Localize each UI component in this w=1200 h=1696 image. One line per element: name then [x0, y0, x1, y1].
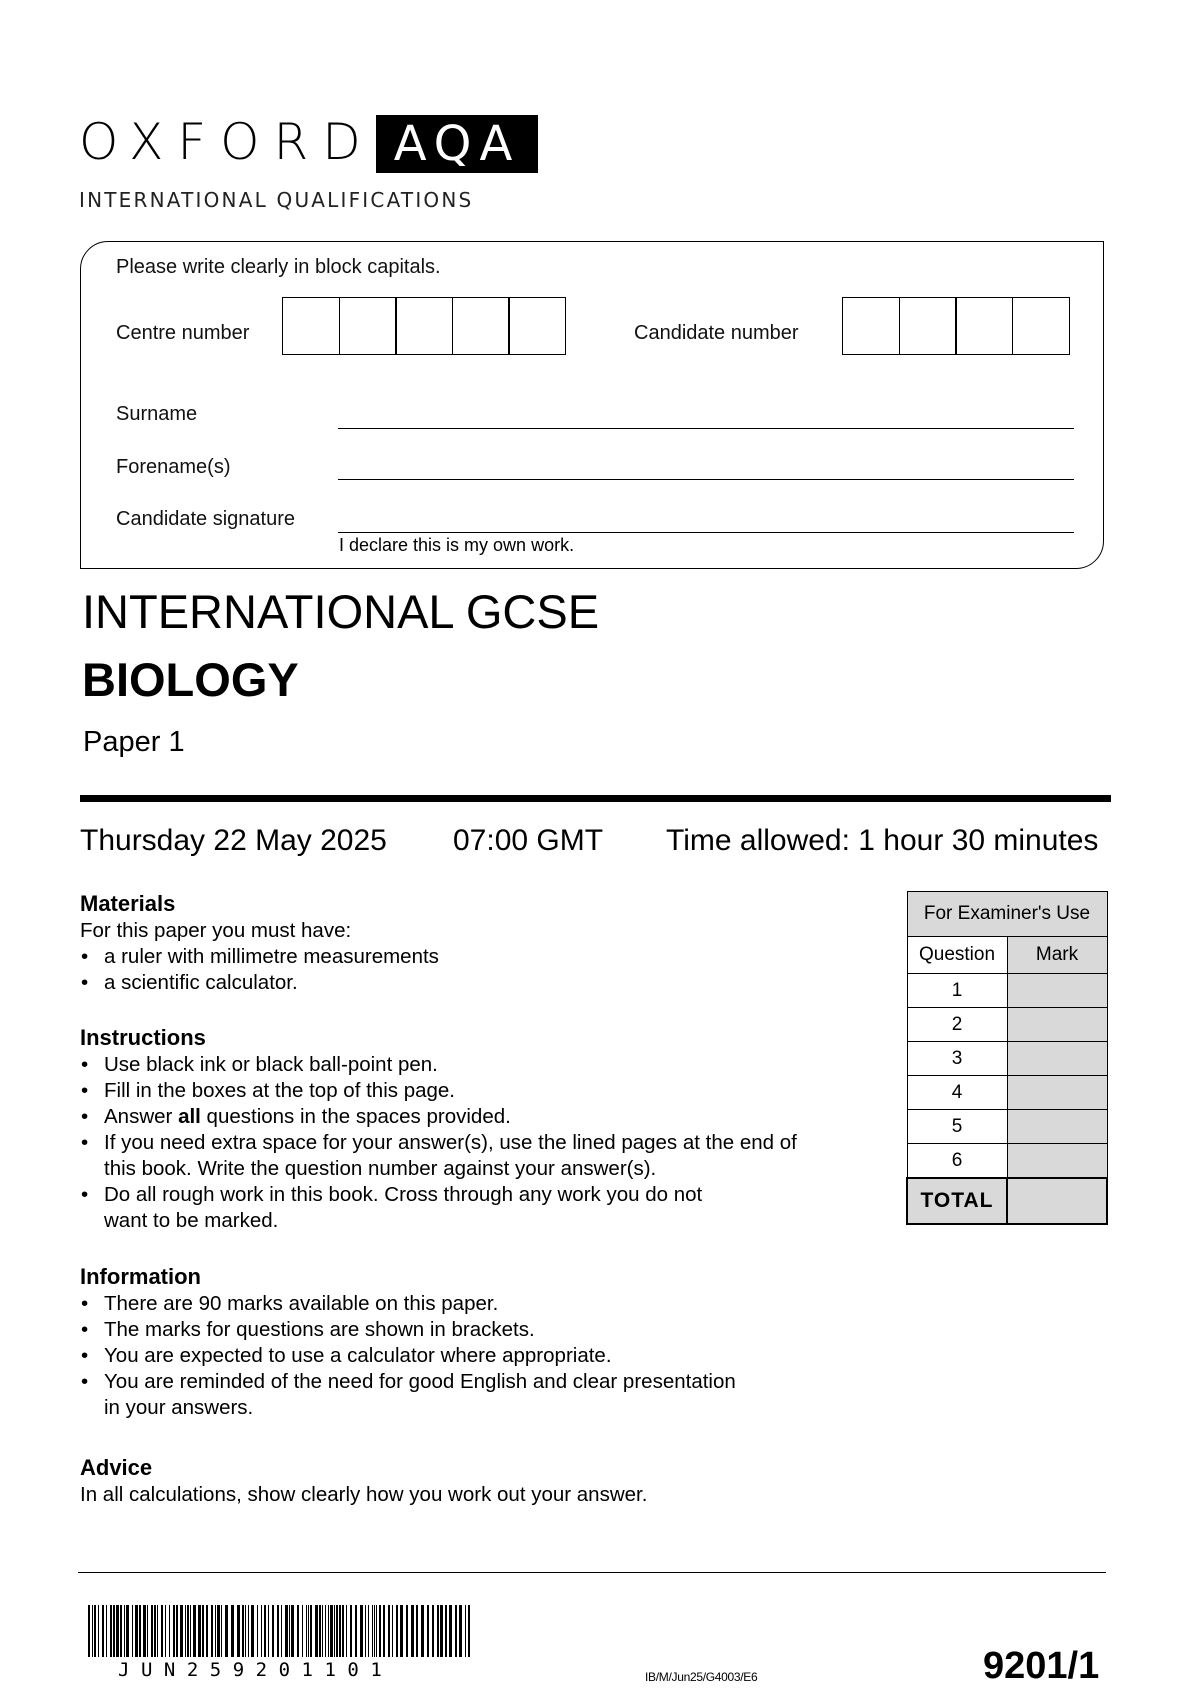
instruction-item — [80, 1182, 797, 1234]
barcode-bar — [360, 1605, 363, 1657]
question-number: 5 — [907, 1110, 1007, 1144]
candidate-number-digit-box[interactable] — [1012, 297, 1070, 355]
barcode-bar — [202, 1605, 204, 1657]
barcode-bar — [116, 1605, 119, 1657]
barcode-bar — [135, 1605, 138, 1657]
barcode-bar — [88, 1605, 90, 1657]
barcode-bar — [339, 1605, 341, 1657]
barcode-bar — [139, 1605, 141, 1657]
information-section — [80, 1263, 736, 1421]
barcode-bar — [449, 1605, 452, 1657]
barcode-bar — [161, 1605, 163, 1657]
qualification-title: INTERNATIONAL GCSE — [82, 585, 600, 638]
barcode-bar — [281, 1605, 282, 1657]
barcode-bar — [211, 1605, 213, 1657]
mark-cell — [1007, 1042, 1107, 1076]
information-text: in your answers. — [104, 1396, 254, 1419]
barcode-bar — [379, 1605, 381, 1657]
logo-aqa-block: AQA — [376, 115, 538, 173]
total-mark-cell — [1007, 1178, 1107, 1224]
barcode-bar — [289, 1605, 290, 1657]
barcode-bar — [176, 1605, 178, 1657]
barcode-bar — [459, 1605, 462, 1657]
barcode-bar — [237, 1605, 240, 1657]
barcode-bar — [113, 1605, 115, 1657]
barcode-bar — [302, 1605, 303, 1657]
barcode-bar — [124, 1605, 125, 1657]
barcode-bar — [198, 1605, 201, 1657]
materials-heading: Materials — [80, 891, 176, 916]
barcode-bar — [94, 1605, 96, 1657]
centre-number-label: Centre number — [116, 322, 250, 344]
barcode-bar — [154, 1605, 156, 1657]
barcode-bar — [248, 1605, 249, 1657]
barcode-bar — [334, 1605, 335, 1657]
barcode-bar — [368, 1605, 369, 1657]
mark-cell — [1007, 974, 1107, 1008]
barcode-bar — [206, 1605, 208, 1657]
centre-number-digit-box[interactable] — [339, 297, 397, 355]
materials-intro: For this paper you must have: — [80, 919, 352, 942]
barcode-text: JUN259201101 — [118, 1659, 394, 1681]
mark-column-header: Mark — [1007, 937, 1107, 974]
barcode-bar — [416, 1605, 418, 1657]
barcode-bar — [257, 1605, 258, 1657]
barcode-bar — [261, 1605, 262, 1657]
question-number: 2 — [907, 1008, 1007, 1042]
exam-date: Thursday 22 May 2025 — [80, 824, 387, 857]
barcode-bar — [330, 1605, 333, 1657]
barcode-bar — [376, 1605, 377, 1657]
barcode-bar — [396, 1605, 398, 1657]
instruction-text: Do all rough work in this book. Cross through any work you do not — [104, 1183, 703, 1206]
barcode-bar — [264, 1605, 266, 1657]
barcode-bar — [132, 1605, 133, 1657]
instruction-item: • Use black ink or black ball-point pen. — [80, 1052, 797, 1078]
mark-cell — [1007, 1144, 1107, 1179]
barcode-bar — [151, 1605, 153, 1657]
surname-field[interactable] — [338, 428, 1074, 429]
materials-item: • a scientific calculator. — [80, 970, 439, 996]
barcode-bar — [277, 1605, 279, 1657]
instruction-emphasis: all — [178, 1105, 201, 1128]
barcode-bar — [440, 1605, 443, 1657]
barcode-bar — [350, 1605, 352, 1657]
barcode-bar — [285, 1605, 288, 1657]
forenames-field[interactable] — [338, 479, 1074, 480]
signature-field[interactable] — [338, 532, 1074, 533]
block-capitals-instruction: Please write clearly in block capitals. — [116, 256, 441, 278]
instruction-text: this book. Write the question number against your answer(s). — [104, 1157, 657, 1180]
centre-number-boxes[interactable] — [282, 297, 566, 355]
barcode-bar — [120, 1605, 122, 1657]
barcode-bar — [465, 1605, 466, 1657]
logo-oxford-text: OXFORD — [79, 113, 375, 171]
logo-subtitle: INTERNATIONAL QUALIFICATIONS — [79, 188, 474, 212]
question-column-header: Question — [907, 937, 1007, 974]
barcode-bar — [400, 1605, 403, 1657]
barcode-bar — [272, 1605, 274, 1657]
instruction-text: questions in the spaces provided. — [200, 1105, 511, 1128]
instruction-text: Answer — [104, 1105, 179, 1128]
barcode-bar — [231, 1605, 234, 1657]
instructions-section — [80, 1024, 797, 1234]
information-item: • You are expected to use a calculator where appropriate. — [80, 1343, 736, 1369]
forenames-label: Forename(s) — [116, 456, 231, 478]
barcode-bar — [432, 1605, 434, 1657]
barcode-bar — [106, 1605, 107, 1657]
barcode-bar — [98, 1605, 99, 1657]
instruction-item — [80, 1104, 797, 1130]
barcode-bar — [322, 1605, 323, 1657]
barcode-bar — [147, 1605, 148, 1657]
barcode-bar — [392, 1605, 393, 1657]
barcode-bar — [365, 1605, 366, 1657]
barcode-bar — [165, 1605, 166, 1657]
barcode-bar — [190, 1605, 191, 1657]
barcode-bar — [110, 1605, 112, 1657]
centre-number-digit-box[interactable] — [395, 297, 453, 355]
barcode-bar — [383, 1605, 385, 1657]
paper-title: Paper 1 — [83, 726, 185, 758]
document-reference: IB/M/Jun25/G4003/E6 — [645, 1670, 758, 1684]
barcode-bar — [374, 1605, 375, 1657]
barcode-bar — [143, 1605, 146, 1657]
barcode-bar — [215, 1605, 216, 1657]
question-number: 4 — [907, 1076, 1007, 1110]
barcode-bar — [173, 1605, 175, 1657]
candidate-number-label: Candidate number — [634, 322, 799, 344]
barcode-icon — [88, 1605, 472, 1657]
instruction-text: want to be marked. — [104, 1209, 279, 1232]
barcode-bar — [336, 1605, 338, 1657]
barcode-bar — [102, 1605, 104, 1657]
barcode-bar — [342, 1605, 344, 1657]
exam-time: 07:00 GMT — [453, 824, 604, 857]
declaration-text: I declare this is my own work. — [339, 535, 575, 555]
question-number: 1 — [907, 974, 1007, 1008]
paper-code: 9201/1 — [983, 1645, 1100, 1687]
title-divider — [80, 795, 1111, 802]
barcode-bar — [291, 1605, 294, 1657]
instructions-heading: Instructions — [80, 1025, 206, 1050]
barcode-bar — [372, 1605, 373, 1657]
materials-item: • a ruler with millimetre measurements — [80, 944, 439, 970]
information-item: • There are 90 marks available on this paper. — [80, 1291, 736, 1317]
barcode-bar — [245, 1605, 246, 1657]
barcode-bar — [225, 1605, 228, 1657]
information-item — [80, 1369, 736, 1421]
barcode-bar — [221, 1605, 222, 1657]
barcode-bar — [355, 1605, 357, 1657]
barcode-bar — [306, 1605, 307, 1657]
barcode-bar — [157, 1605, 158, 1657]
instruction-text: If you need extra space for your answer(s), use the lined pages at the end of — [104, 1131, 797, 1154]
barcode-bar — [180, 1605, 183, 1657]
barcode-bar — [126, 1605, 129, 1657]
surname-label: Surname — [116, 403, 198, 425]
barcode-bar — [310, 1605, 312, 1657]
barcode-bar — [455, 1605, 457, 1657]
centre-number-digit-box[interactable] — [508, 297, 566, 355]
barcode-bar — [187, 1605, 189, 1657]
barcode-bar — [308, 1605, 309, 1657]
mark-cell — [1007, 1008, 1107, 1042]
footer-divider — [78, 1572, 1106, 1573]
barcode-bar — [406, 1605, 408, 1657]
examiner-use-title: For Examiner's Use — [907, 892, 1107, 937]
instruction-item: • Fill in the boxes at the top of this page. — [80, 1078, 797, 1104]
barcode-bar — [315, 1605, 318, 1657]
barcode-bar — [346, 1605, 347, 1657]
advice-heading: Advice — [80, 1455, 153, 1480]
barcode-bar — [297, 1605, 299, 1657]
candidate-number-digit-box[interactable] — [899, 297, 957, 355]
information-heading: Information — [80, 1264, 201, 1289]
mark-cell — [1007, 1076, 1107, 1110]
signature-label: Candidate signature — [116, 508, 296, 530]
barcode-bar — [427, 1605, 429, 1657]
centre-number-digit-box[interactable] — [282, 297, 340, 355]
barcode-bar — [411, 1605, 414, 1657]
examiner-use-table — [906, 891, 1108, 1225]
candidate-number-digit-box[interactable] — [842, 297, 900, 355]
barcode-bar — [242, 1605, 244, 1657]
barcode-bar — [421, 1605, 424, 1657]
barcode-bar — [445, 1605, 447, 1657]
information-text: You are reminded of the need for good English and clear presentation — [104, 1370, 736, 1393]
barcode-bar — [388, 1605, 390, 1657]
centre-number-digit-box[interactable] — [452, 297, 510, 355]
information-item: • The marks for questions are shown in brackets. — [80, 1317, 736, 1343]
barcode-bar — [185, 1605, 186, 1657]
mark-cell — [1007, 1110, 1107, 1144]
barcode-bar — [319, 1605, 321, 1657]
advice-section — [80, 1454, 647, 1508]
barcode-bar — [325, 1605, 326, 1657]
instruction-item — [80, 1130, 797, 1182]
barcode-bar — [169, 1605, 170, 1657]
question-number: 6 — [907, 1144, 1007, 1179]
barcode-bar — [328, 1605, 329, 1657]
barcode-bar — [251, 1605, 254, 1657]
subject-title: BIOLOGY — [82, 653, 299, 706]
barcode-bar — [217, 1605, 220, 1657]
total-label: TOTAL — [907, 1178, 1007, 1224]
barcode-bar — [437, 1605, 439, 1657]
advice-text: In all calculations, show clearly how you work out your answer. — [80, 1483, 648, 1506]
candidate-number-boxes[interactable] — [842, 297, 1070, 355]
barcode-bar — [193, 1605, 196, 1657]
materials-section — [80, 890, 439, 996]
barcode-bar — [92, 1605, 93, 1657]
candidate-number-digit-box[interactable] — [955, 297, 1013, 355]
time-allowed: Time allowed: 1 hour 30 minutes — [666, 824, 1099, 857]
barcode-bar — [268, 1605, 269, 1657]
question-number: 3 — [907, 1042, 1007, 1076]
barcode-bar — [468, 1605, 470, 1657]
